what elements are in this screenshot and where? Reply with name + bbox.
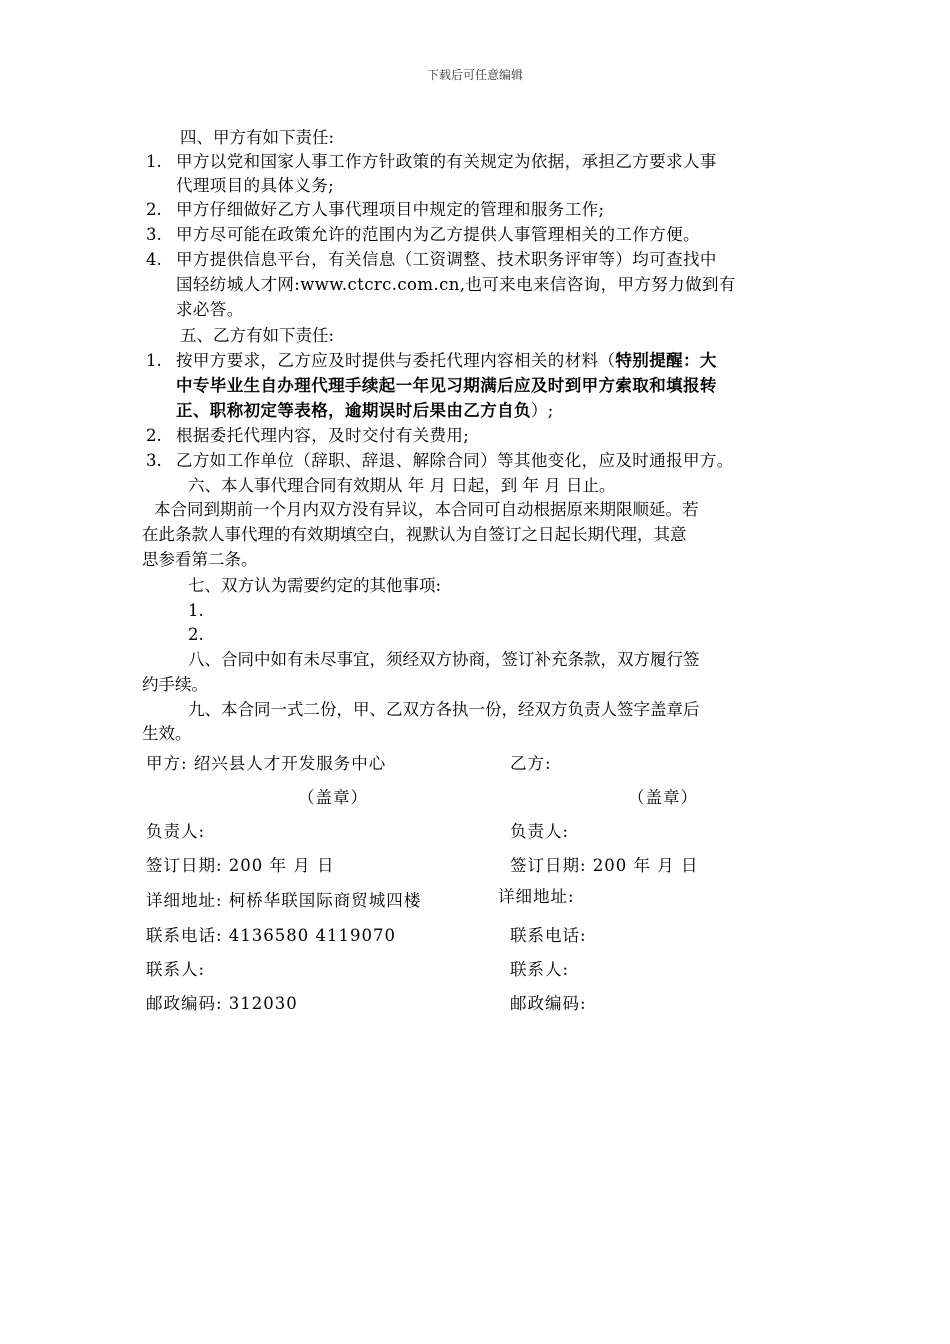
section6-line2: 本合同到期前一个月内双方没有异议，本合同可自动根据原来期限顺延。若: [154, 500, 699, 519]
section5-title: 五、乙方有如下责任:: [180, 326, 335, 345]
party-a-date: 签订日期: 200 年 月 日: [146, 856, 335, 875]
s5-item1-num: 1.: [146, 351, 162, 370]
s5-item1-reminder: 特别提醒：大: [615, 351, 717, 370]
s4-item1-num: 1.: [146, 152, 162, 171]
s5-item1-line1: [176, 349, 717, 373]
s4-item4-num: 4.: [146, 250, 162, 269]
party-b-seal: （盖章）: [628, 788, 698, 807]
s4-item4-line2: 国轻纺城人才网:www.ctcrc.com.cn,也可来电来信咨询，甲方努力做到有: [176, 275, 736, 294]
s5-item1-line2: 中专毕业生自办理代理手续起一年见习期满后应及时到甲方索取和填报转: [176, 376, 717, 395]
party-b-name: 乙方:: [510, 754, 552, 773]
page-header: 下载后可任意编辑: [426, 68, 523, 82]
party-a-phone: 联系电话: 4136580 4119070: [146, 926, 397, 945]
s5-item2-line1: 根据委托代理内容，及时交付有关费用;: [176, 426, 470, 445]
s4-item3-line1: 甲方尽可能在政策允许的范围内为乙方提供人事管理相关的工作方便。: [176, 225, 700, 244]
party-a-contact: 联系人:: [146, 960, 206, 979]
section8-line1: 八、合同中如有未尽事宜，须经双方协商，签订补充条款，双方履行签: [188, 650, 700, 669]
s4-item4-line1: 甲方提供信息平台，有关信息（工资调整、技术职务评审等）均可查找中: [176, 250, 717, 269]
s4-item2-line1: 甲方仔细做好乙方人事代理项目中规定的管理和服务工作;: [176, 200, 605, 219]
s4-item2-num: 2.: [146, 200, 162, 219]
party-b-phone: 联系电话:: [510, 926, 587, 945]
party-a-person: 负责人:: [146, 822, 206, 841]
party-b-contact: 联系人:: [510, 960, 570, 979]
section6-line1: 六、本人事代理合同有效期从 年 月 日起，到 年 月 日止。: [188, 476, 616, 495]
section7-title: 七、双方认为需要约定的其他事项:: [188, 576, 442, 595]
section6-line3: 在此条款人事代理的有效期填空白，视默认为自签订之日起长期代理，其意: [142, 525, 687, 544]
s5-item1-line3: [176, 399, 554, 423]
party-b-postcode: 邮政编码:: [510, 994, 587, 1013]
s4-item3-num: 3.: [146, 225, 162, 244]
section8-line2: 约手续。: [142, 675, 208, 694]
s4-item1-line1: 甲方以党和国家人事工作方针政策的有关规定为依据，承担乙方要求人事: [176, 152, 717, 171]
party-a-postcode: 邮政编码: 312030: [146, 994, 298, 1013]
party-b-person: 负责人:: [510, 822, 570, 841]
section7-item2: 2.: [188, 625, 204, 644]
s5-item3-num: 3.: [146, 451, 162, 470]
s5-item3-line1: 乙方如工作单位（辞职、辞退、解除合同）等其他变化，应及时通报甲方。: [176, 451, 734, 470]
section9-line2: 生效。: [142, 724, 192, 743]
party-b-date: 签订日期: 200 年 月 日: [510, 856, 699, 875]
s5-item1-line3-bold: 正、职称初定等表格，逾期误时后果由乙方自负: [176, 401, 531, 420]
section6-line4: 思参看第二条。: [142, 550, 258, 569]
party-a-address: 详细地址: 柯桥华联国际商贸城四楼: [146, 891, 422, 910]
s5-item1-text: 按甲方要求，乙方应及时提供与委托代理内容相关的材料（: [176, 351, 616, 370]
party-a-seal: （盖章）: [298, 788, 368, 807]
s4-item1-line2: 代理项目的具体义务;: [176, 176, 335, 195]
party-b-address: 详细地址:: [498, 887, 575, 906]
section4-title: 四、甲方有如下责任:: [180, 128, 335, 147]
s5-item2-num: 2.: [146, 426, 162, 445]
section7-item1: 1.: [188, 601, 204, 620]
section9-line1: 九、本合同一式二份，甲、乙双方各执一份，经双方负责人签字盖章后: [188, 700, 700, 719]
s5-item1-line3-end: ）;: [530, 401, 554, 420]
party-a-name: 甲方: 绍兴县人才开发服务中心: [146, 754, 387, 773]
s4-item4-line3: 求必答。: [176, 300, 244, 319]
